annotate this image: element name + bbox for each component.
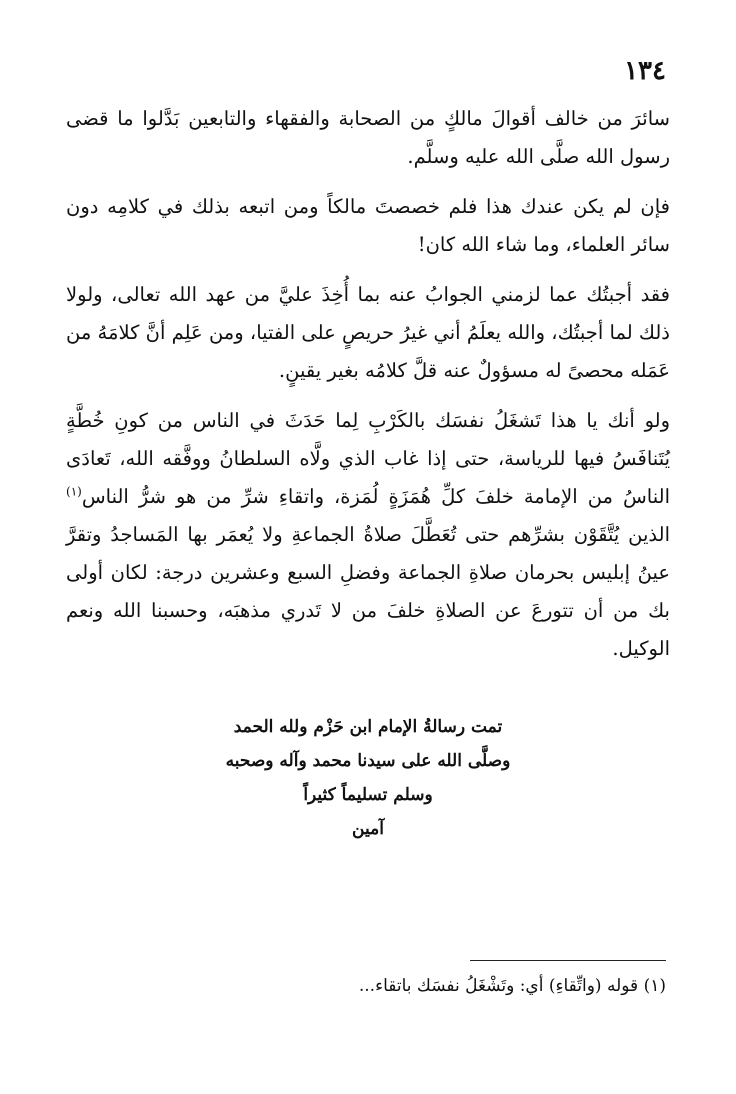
footnote-divider: [470, 960, 666, 961]
footnote: (١) قوله (واتِّقاءِ) أي: وتَشْغَلُ نفسَك باتقاء...: [358, 976, 666, 996]
closing-line-3: وسلم تسليماً كثيراً: [303, 785, 433, 805]
paragraph-4-before: ولو أنك يا هذا تَشغَلُ نفسَك بالكَرْبِ لِما حَدَثَ في الناس من كونِ خُطَّةٍ يُتَنافَسُ فيها للرياسة، حتى إذا غاب الذي ولَّاه السلطانُ ووفَّقه الله، تَعادَى الناسُ من الإمامة خلفَ كلِّ هُمَزَةٍ لُمَزة، واتقاءِ شرِّ من هو شرُّ الناس: [66, 409, 670, 508]
closing-line-2: وصلَّى الله على سيدنا محمد وآله وصحبه: [225, 751, 511, 771]
paragraph-2: فإن لم يكن عندك هذا فلم خصصتَ مالكاً ومن اتبعه بذلك في كلامِه دون سائر العلماء، وما شاء الله كان!: [66, 195, 670, 256]
closing-formula: [0, 710, 736, 846]
paragraph-4: [66, 402, 670, 668]
closing-line-4: آمين: [352, 819, 384, 839]
paragraph-4-after: الذين يُتَّقَوْن بشرِّهم حتى تُعَطَّلَ صلاةُ الجماعةِ ولا يُعمَر بها المَساجدُ وتقرَّ عينُ إبليس بحرمان صلاةِ الجماعة وفضلِ السبع وعشرين درجة: لكان أولى بك من أن تتورعَ عن الصلاةِ خلفَ من لا تَدري مذهبَه، وحسبنا الله ونعم الوكيل.: [66, 523, 670, 660]
paragraph-3: فقد أجبتُك عما لزمني الجوابُ عنه بما أُخِذَ عليَّ من عهد الله تعالى، ولولا ذلك لما أجبتُك، والله يعلَمُ أني غيرُ حريصٍ على الفتيا، ومن عَلِم أنَّ كلامَهُ من عَمَله محصىً له مسؤولٌ عنه قلَّ كلامُه بغير يقينٍ.: [66, 283, 670, 382]
footnote-marker: (١): [66, 484, 82, 499]
page-number: ١٣٤: [624, 56, 666, 86]
body-text: [66, 100, 670, 680]
closing-line-1: تمت رسالةُ الإمام ابن حَزْم ولله الحمد: [233, 717, 503, 737]
paragraph-1: سائرَ من خالف أقوالَ مالكٍ من الصحابة والفقهاء والتابعين بَدَّلوا ما قضى رسول الله صلَّى الله عليه وسلَّم.: [66, 107, 670, 168]
